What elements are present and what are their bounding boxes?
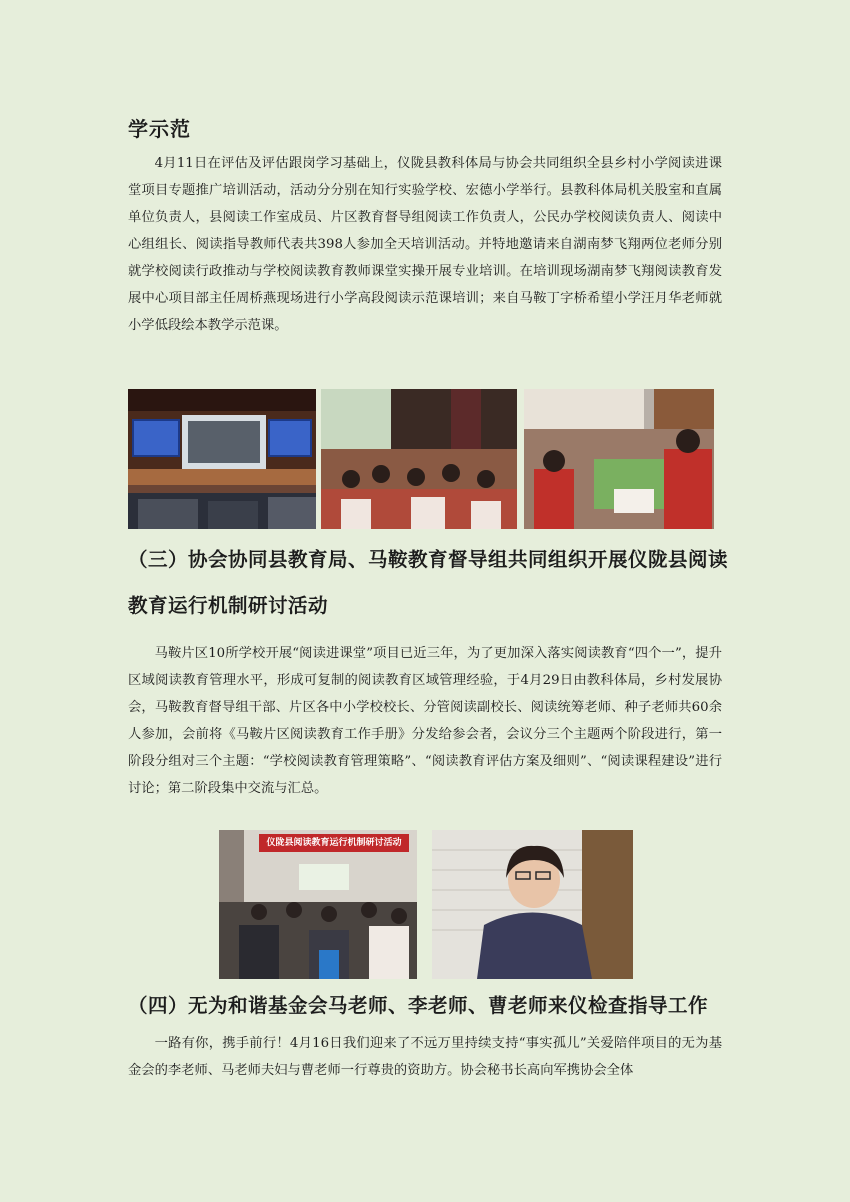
photo-auditorium-training bbox=[128, 389, 316, 529]
banner-text: 仪陇县阅读教育运行机制研讨活动 bbox=[266, 838, 402, 848]
paragraph-training: 4月11日在评估及评估跟岗学习基础上，仪陇县教科体局与协会共同组织全县乡村小学阅读进课堂项目专题推广培训活动，活动分分别在知行实验学校、宏德小学举行。县教科体局机关股室和直属单位负责人，县阅读工作室成员、片区教育督导组阅读工作负责人，公民办学校阅读负责人、阅读中心组组长、阅读指导教师代表共398人参加全天培训活动。并特地邀请来自湖南梦飞翔两位老师分别就学校阅读行政推动与学校阅读教育教师课堂实操开展专业培训。在培训现场湖南梦飞翔阅读教育发展中心项目部主任周桥燕现场进行小学高段阅读示范课培训；来自马鞍丁字桥希望小学汪月华老师就小学低段绘本教学示范课。 bbox=[128, 156, 722, 333]
section-4-title: （四）无为和谐基金会马老师、李老师、曹老师来仪检查指导工作 bbox=[128, 994, 709, 1017]
photo-seminar-meeting bbox=[219, 830, 417, 979]
photo-students-reading bbox=[524, 389, 714, 529]
photo-classroom-children bbox=[321, 389, 517, 529]
photo-speaker-portrait bbox=[432, 830, 633, 979]
paragraph-foundation-visit: 一路有你，携手前行！4月16日我们迎来了不远万里持续支持“事实孤儿”关爱陪伴项目的无为基金会的李老师、马老师夫妇与曹老师一行尊贵的资助方。协会秘书长高向军携协会全体 bbox=[128, 1036, 722, 1078]
section-3-title: （三）协会协同县教育局、马鞍教育督导组共同组织开展仪陇县阅读教育运行机制研讨活动 bbox=[128, 548, 729, 617]
section-tail-title: 学示范 bbox=[128, 117, 191, 141]
paragraph-seminar: 马鞍片区10所学校开展“阅读进课堂”项目已近三年，为了更加深入落实阅读教育“四个一”，提升区域阅读教育管理水平，形成可复制的阅读教育区域管理经验，于4月29日由教科体局，乡村发展协会，马鞍教育督导组干部、片区各中小学校校长、分管阅读副校长、阅读统筹老师、种子老师共60余人参加，会前将《马鞍片区阅读教育工作手册》分发给参会者，会议分三个主题两个阶段进行，第一阶段分组对三个主题：“学校阅读教育管理策略”、“阅读教育评估方案及细则”、“阅读课程建设”进行讨论；第二阶段集中交流与汇总。 bbox=[128, 646, 722, 796]
